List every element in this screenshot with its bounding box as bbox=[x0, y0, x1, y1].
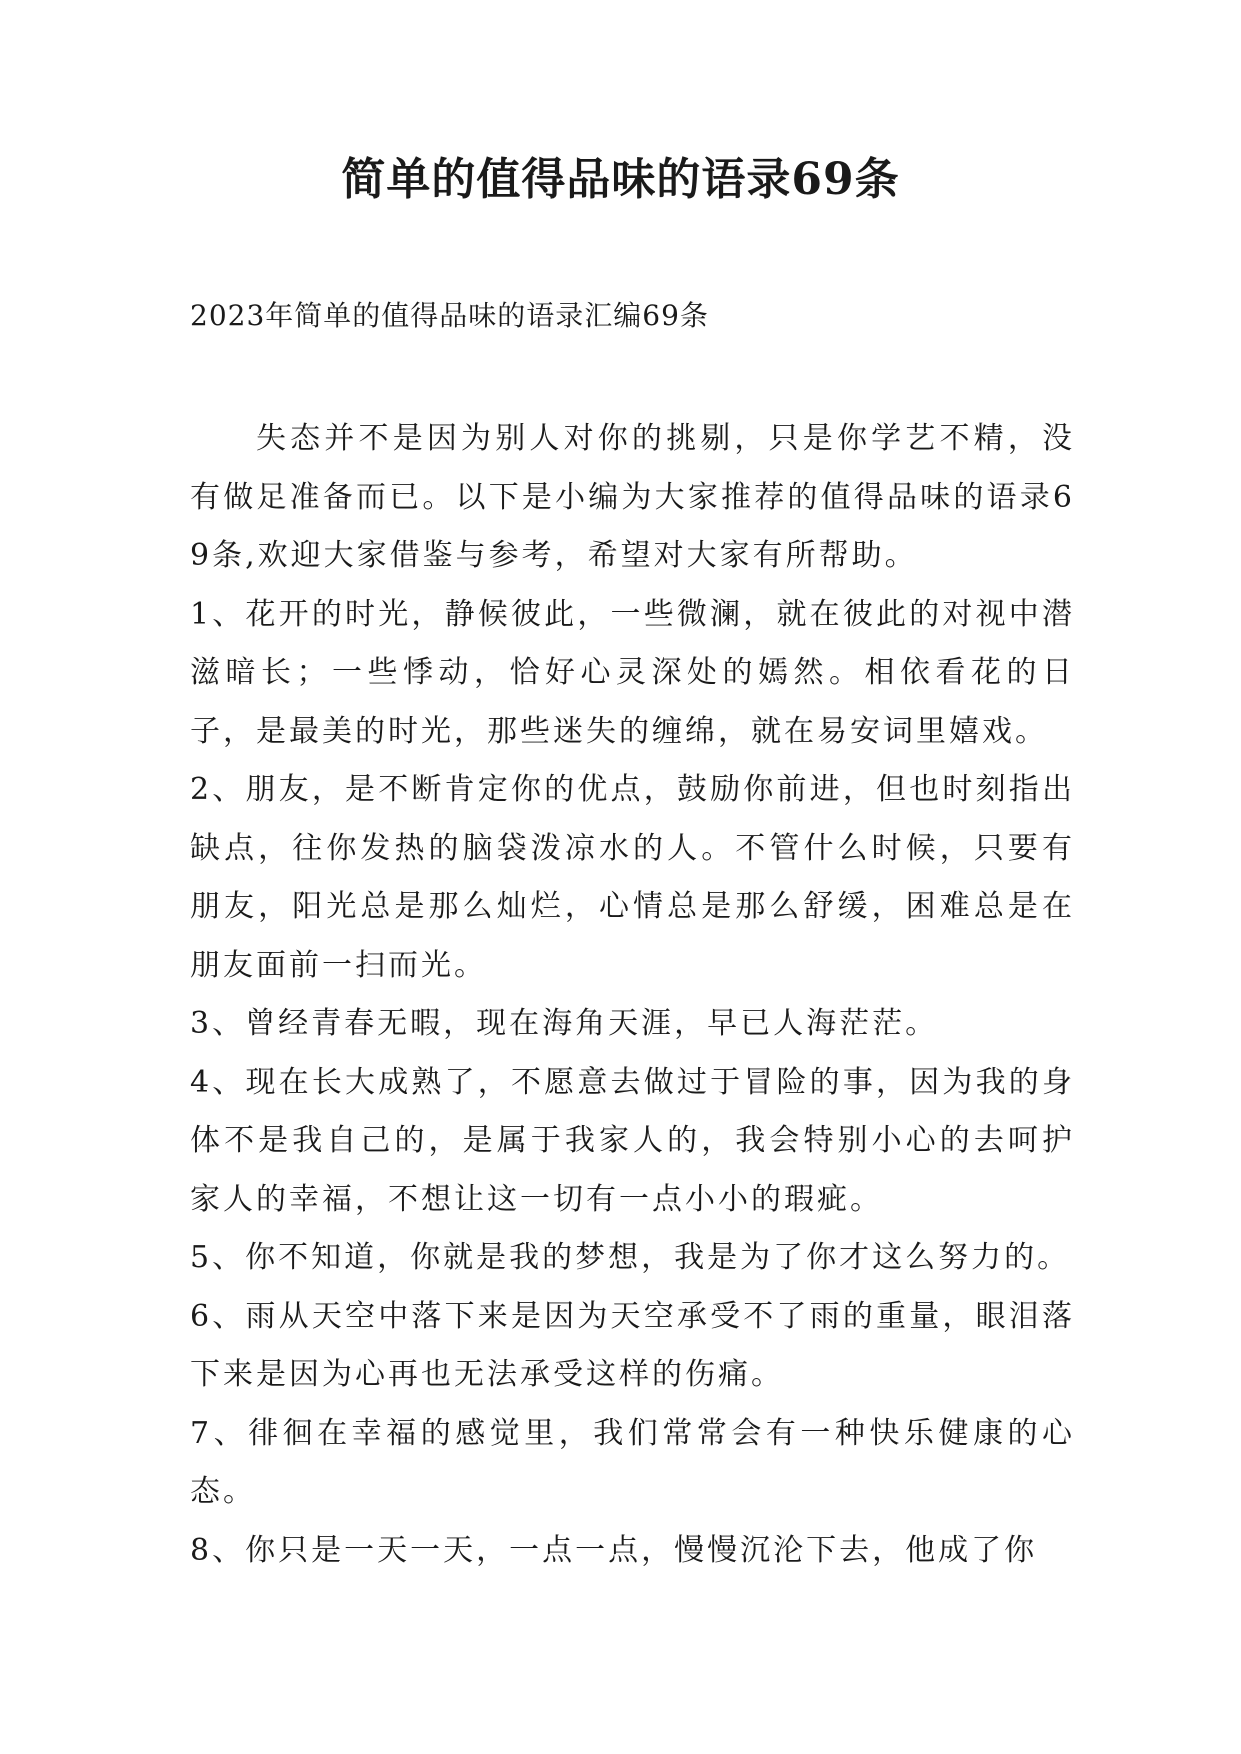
quote-item-8: 8、你只是一天一天，一点一点，慢慢沉沦下去，他成了你 bbox=[190, 1532, 1038, 1568]
quote-item-6: 6、雨从天空中落下来是因为天空承受不了雨的重量，眼泪落下来是因为心再也无法承受这样的伤痛。 bbox=[190, 1298, 1075, 1392]
intro-paragraph: 失态并不是因为别人对你的挑剔，只是你学艺不精，没有做足准备而已。以下是小编为大家推荐的值得品味的语录69条,欢迎大家借鉴与参考，希望对大家有所帮助。 bbox=[190, 421, 1075, 573]
quote-item-7: 7、徘徊在幸福的感觉里，我们常常会有一种快乐健康的心态。 bbox=[190, 1415, 1075, 1509]
quote-item-1: 1、花开的时光，静候彼此，一些微澜，就在彼此的对视中潜滋暗长；一些悸动，恰好心灵深处的嫣然。相依看花的日子，是最美的时光，那些迷失的缠绵，就在易安词里嬉戏。 bbox=[190, 596, 1075, 749]
page-title: 简单的值得品味的语录69条 bbox=[341, 154, 900, 205]
document-body bbox=[190, 410, 1075, 1580]
quote-item-4: 4、现在长大成熟了，不愿意去做过于冒险的事，因为我的身体不是我自己的，是属于我家人的，我会特别小心的去呵护家人的幸福，不想让这一切有一点小小的瑕疵。 bbox=[190, 1064, 1075, 1217]
quote-item-5: 5、你不知道，你就是我的梦想，我是为了你才这么努力的。 bbox=[190, 1240, 1071, 1275]
quote-item-2: 2、朋友，是不断肯定你的优点，鼓励你前进，但也时刻指出缺点，往你发热的脑袋泼凉水的人。不管什么时候，只要有朋友，阳光总是那么灿烂，心情总是那么舒缓，困难总是在朋友面前一扫而光。 bbox=[190, 772, 1075, 983]
quote-item-3: 3、曾经青春无暇，现在海角天涯，早已人海茫茫。 bbox=[190, 1006, 939, 1041]
document-subtitle: 2023年简单的值得品味的语录汇编69条 bbox=[190, 299, 709, 332]
